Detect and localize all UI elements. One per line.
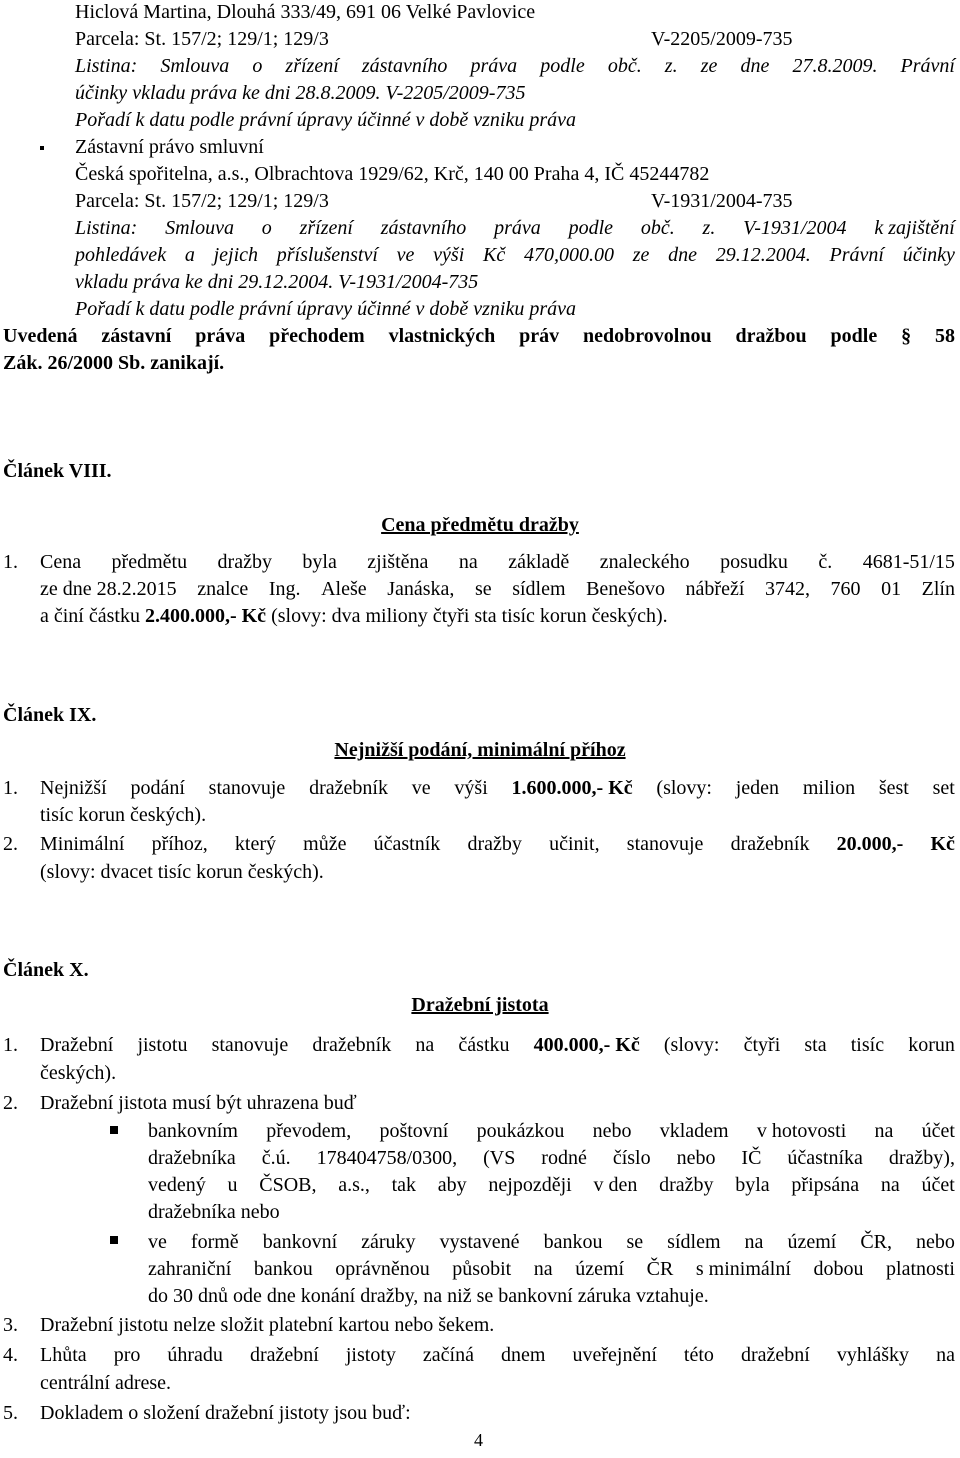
word: 1.600.000,- Kč [511, 777, 633, 799]
word: se [626, 1231, 644, 1253]
word: Zlín [921, 578, 955, 600]
summary-line-1 [3, 324, 955, 348]
word: 470,000.00 [523, 244, 614, 266]
word: ČR, [860, 1231, 893, 1253]
word: dnem [501, 1344, 546, 1366]
word: stanovuje [208, 777, 286, 799]
parcel-line-1: Parcela: St. 157/2; 129/1; 129/3 [75, 28, 329, 50]
word: z. [702, 217, 716, 239]
reference-2: V-1931/2004-735 [651, 190, 793, 212]
word: nebo [592, 1120, 632, 1142]
word: Lhůta [40, 1344, 87, 1366]
word: ČSOB, [259, 1174, 317, 1196]
word: dražebník [730, 833, 810, 855]
word: dobou [813, 1258, 864, 1280]
word: na [880, 1174, 900, 1196]
price-words: (slovy: dva miliony čtyři sta tisíc korun českých). [266, 605, 668, 627]
word: dražby [467, 833, 522, 855]
word: poukázkou [476, 1120, 565, 1142]
article-8-item-number: 1. [3, 551, 18, 573]
word: Minimální [40, 833, 125, 855]
word: připsána [791, 1174, 860, 1196]
word: zástavního [361, 55, 448, 77]
word: pro [113, 1344, 141, 1366]
word: vyhlášky [836, 1344, 910, 1366]
word: přechodem [269, 325, 365, 347]
article-10-item-2-text: Dražební jistota musí být uhrazena buď [40, 1092, 357, 1114]
bullet-icon [40, 146, 44, 150]
word: Kč [930, 833, 955, 855]
word: dražby [659, 1174, 714, 1196]
word: Janáska, [387, 578, 455, 600]
article-9-item-1-number: 1. [3, 777, 18, 799]
word: bankovní [262, 1231, 338, 1253]
word: 20.000,- [836, 833, 904, 855]
word: v den [593, 1174, 638, 1196]
word: ze [632, 244, 650, 266]
word: Aleše [321, 578, 367, 600]
article-10-heading: Článek X. [3, 959, 89, 981]
word: stanovuje [626, 833, 704, 855]
word: ve [396, 244, 415, 266]
article-9-item-2-number: 2. [3, 833, 18, 855]
word: sídlem [667, 1231, 721, 1253]
price-amount: 2.400.000,- Kč [144, 605, 267, 627]
word: výši [454, 777, 488, 799]
word: 29.12.2004. [715, 244, 811, 266]
word: 01 [881, 578, 902, 600]
word: práva [470, 55, 518, 77]
article-8-line-3 [40, 604, 668, 628]
word: účet [921, 1120, 955, 1142]
word: byla [302, 551, 337, 573]
word: dražebníka [148, 1147, 236, 1169]
word: záruky [361, 1231, 416, 1253]
owner-line: Hiclová Martina, Dlouhá 333/49, 691 06 Velké Pavlovice [75, 1, 536, 23]
word: 178404758/0300, [316, 1147, 458, 1169]
article-8-line-1 [40, 550, 955, 574]
word: podle [540, 55, 585, 77]
article-9-item-2-line-1 [40, 832, 955, 856]
word: účinky [902, 244, 955, 266]
bullet-1-line-3 [148, 1173, 955, 1197]
word: působit [452, 1258, 512, 1280]
bullet-1-line-2 [148, 1146, 955, 1170]
word: zjištěna [367, 551, 429, 573]
word: Dražební [40, 1034, 114, 1056]
word: základě [508, 551, 570, 573]
listina-1-line-1 [75, 54, 955, 78]
bullet-2-line-3: do 30 dnů ode dne konání dražby, na niž se bankovní záruka vztahuje. [148, 1285, 709, 1307]
article-10-item-1-line-2: českých). [40, 1062, 117, 1084]
word: na [458, 551, 478, 573]
word: zahraniční [148, 1258, 232, 1280]
article-9-item-2-line-2: (slovy: dvacet tisíc korun českých). [40, 861, 324, 883]
word: posudku [720, 551, 788, 573]
word: uveřejnění [572, 1344, 657, 1366]
word: dražební [249, 1344, 319, 1366]
word: set [932, 777, 955, 799]
word: Listina: [75, 217, 138, 239]
word: jistotu [137, 1034, 188, 1056]
word: zřízení [299, 217, 353, 239]
word: sta [804, 1034, 827, 1056]
word: výši [433, 244, 465, 266]
word: příhoz, [151, 833, 208, 855]
word: Kč [483, 244, 506, 266]
word: příslušenství [276, 244, 378, 266]
word: se [474, 578, 492, 600]
word: o [261, 217, 272, 239]
word: z. [664, 55, 678, 77]
bullet-icon [110, 1236, 118, 1244]
article-9-item-1-line-1 [40, 776, 955, 800]
parcel-line-2: Parcela: St. 157/2; 129/1; 129/3 [75, 190, 329, 212]
bank-line: Česká spořitelna, a.s., Olbrachtova 1929/62, Krč, 140 00 Praha 4, IČ 45244782 [75, 163, 710, 185]
word: 27.8.2009. [792, 55, 878, 77]
word: pohledávek [75, 244, 167, 266]
listina-2-line-2 [75, 243, 955, 267]
word: jeden [735, 777, 780, 799]
word: území [575, 1258, 625, 1280]
word: práva [494, 217, 541, 239]
word: (VS [483, 1147, 516, 1169]
article-9-item-1-line-2: tisíc korun českých). [40, 804, 207, 826]
word: rodné [541, 1147, 587, 1169]
word: byla [735, 1174, 770, 1196]
word: číslo [612, 1147, 651, 1169]
word: aby [437, 1174, 467, 1196]
word: (slovy: [663, 1034, 720, 1056]
article-10-item-4-line-2: centrální adrese. [40, 1372, 172, 1394]
price-prefix: a činí částku [40, 605, 145, 627]
word: bankovním [148, 1120, 238, 1142]
word: v hotovosti [756, 1120, 847, 1142]
word: 3742, [764, 578, 810, 600]
article-8-title: Cena předmětu dražby [381, 514, 579, 536]
word: znalce [197, 578, 249, 600]
word: tisíc [850, 1034, 885, 1056]
word: znaleckého [599, 551, 690, 573]
word: účet [921, 1174, 955, 1196]
word: Benešovo [586, 578, 665, 600]
word: práv [519, 325, 560, 347]
word: účastník [373, 833, 441, 855]
word: tak [391, 1174, 417, 1196]
word: dražby), [888, 1147, 955, 1169]
word: zástavního [380, 217, 467, 239]
word: může [303, 833, 347, 855]
word: ve [411, 777, 431, 799]
bullet-icon [110, 1126, 118, 1134]
word: Listina: [75, 55, 138, 77]
word: a.s., [338, 1174, 370, 1196]
word: částku [458, 1034, 510, 1056]
word: oprávněnou [335, 1258, 430, 1280]
word: vlastnických [388, 325, 496, 347]
word: účastníka [787, 1147, 863, 1169]
article-10-item-2-number: 2. [3, 1092, 18, 1114]
word: 400.000,- Kč [533, 1034, 640, 1056]
word: platnosti [886, 1258, 955, 1280]
word: nebo [676, 1147, 716, 1169]
word: V-1931/2004 [743, 217, 847, 239]
word: 760 [830, 578, 861, 600]
word: dražebník [312, 1034, 392, 1056]
word: dražbou [735, 325, 807, 347]
word: k zajištění [874, 217, 955, 239]
listina-1-line-2: účinky vkladu práva ke dni 28.8.2009. V-2205/2009-735 [75, 82, 526, 104]
word: Smlouva [165, 217, 234, 239]
order-line-2: Pořadí k datu podle právní úpravy účinné v době vzniku práva [75, 298, 576, 320]
word: Cena [40, 551, 82, 573]
word: zřízení [285, 55, 339, 77]
bullet-1-line-1 [148, 1119, 955, 1143]
word: č. [818, 551, 833, 573]
article-10-item-1-number: 1. [3, 1034, 18, 1056]
word: jistoty [345, 1344, 396, 1366]
word: dne [740, 55, 770, 77]
word: podle [568, 217, 614, 239]
article-10-item-3-number: 3. [3, 1314, 18, 1336]
word: bankou [543, 1231, 603, 1253]
word: podle [830, 325, 878, 347]
word: obč. [640, 217, 675, 239]
word: převodem, [266, 1120, 352, 1142]
reference-1: V-2205/2009-735 [651, 28, 793, 50]
article-10-title: Dražební jistota [411, 994, 549, 1016]
word: jejich [213, 244, 259, 266]
word: u [227, 1174, 238, 1196]
word: (slovy: [656, 777, 712, 799]
word: ze [700, 55, 718, 77]
summary-line-2: Zák. 26/2000 Sb. zanikají. [3, 352, 225, 374]
article-9-heading: Článek IX. [3, 704, 97, 726]
word: úhradu [167, 1344, 223, 1366]
article-8-line-2 [40, 577, 955, 601]
bullet-2-line-1 [148, 1230, 955, 1254]
word: vystavené [439, 1231, 520, 1253]
word: bankou [253, 1258, 313, 1280]
article-10-item-3-text: Dražební jistotu nelze složit platební kartou nebo šekem. [40, 1314, 495, 1336]
word: formě [190, 1231, 239, 1253]
word: § [901, 325, 912, 347]
word: 58 [934, 325, 955, 347]
word: čtyři [743, 1034, 781, 1056]
word: IČ [741, 1147, 762, 1169]
word: zástavní [101, 325, 172, 347]
word: na [936, 1344, 955, 1366]
word: nedobrovolnou [583, 325, 712, 347]
word: milion [802, 777, 856, 799]
listina-2-line-3: vkladu práva ke dni 29.12.2004. V-1931/2004-735 [75, 271, 479, 293]
word: dražby [217, 551, 272, 573]
word: začíná [422, 1344, 474, 1366]
word: dražební [740, 1344, 810, 1366]
word: č.ú. [261, 1147, 291, 1169]
word: nejpozději [488, 1174, 572, 1196]
listina-2-line-1 [75, 216, 955, 240]
word: ze dne 28.2.2015 [40, 578, 177, 600]
word: vedený [148, 1174, 206, 1196]
article-10-item-4-line-1 [40, 1343, 955, 1367]
word: Právní [900, 55, 955, 77]
word: nebo [916, 1231, 955, 1253]
word: na [874, 1120, 894, 1142]
word: 4681-51/15 [862, 551, 955, 573]
word: Ing. [268, 578, 301, 600]
article-8-heading: Článek VIII. [3, 460, 112, 482]
word: poštovní [379, 1120, 449, 1142]
word: Smlouva [160, 55, 230, 77]
word: učinit, [549, 833, 600, 855]
word: ČR [646, 1258, 674, 1280]
word: podání [130, 777, 185, 799]
word: území [787, 1231, 837, 1253]
article-10-item-5-text: Dokladem o složení dražební jistoty jsou buď: [40, 1402, 411, 1424]
lien-type: Zástavní právo smluvní [75, 136, 264, 158]
word: předmětu [111, 551, 188, 573]
bullet-1-line-4: dražebníka nebo [148, 1201, 280, 1223]
article-9-title: Nejnižší podání, minimální příhoz [334, 739, 626, 761]
word: a [184, 244, 195, 266]
word: sídlem [512, 578, 566, 600]
article-10-item-5-number: 5. [3, 1402, 18, 1424]
article-10-item-1-line-1 [40, 1033, 955, 1057]
word: s minimální [695, 1258, 791, 1280]
word: ve [148, 1231, 167, 1253]
word: na [744, 1231, 764, 1253]
word: o [252, 55, 263, 77]
word: stanovuje [211, 1034, 289, 1056]
page-number: 4 [474, 1430, 483, 1450]
word: na [415, 1034, 435, 1056]
word: Nejnižší [40, 777, 107, 799]
word: Právní [829, 244, 884, 266]
word: dražebník [309, 777, 388, 799]
word: na [533, 1258, 553, 1280]
order-line-1: Pořadí k datu podle právní úpravy účinné v době vzniku práva [75, 109, 576, 131]
word: vkladem [659, 1120, 729, 1142]
word: korun [908, 1034, 955, 1056]
word: dne [668, 244, 698, 266]
article-10-item-4-number: 4. [3, 1344, 18, 1366]
word: práva [195, 325, 246, 347]
word: této [683, 1344, 714, 1366]
word: nábřeží [685, 578, 745, 600]
word: obč. [607, 55, 642, 77]
word: Uvedená [3, 325, 78, 347]
word: který [234, 833, 276, 855]
bullet-2-line-2 [148, 1257, 955, 1281]
word: šest [878, 777, 909, 799]
